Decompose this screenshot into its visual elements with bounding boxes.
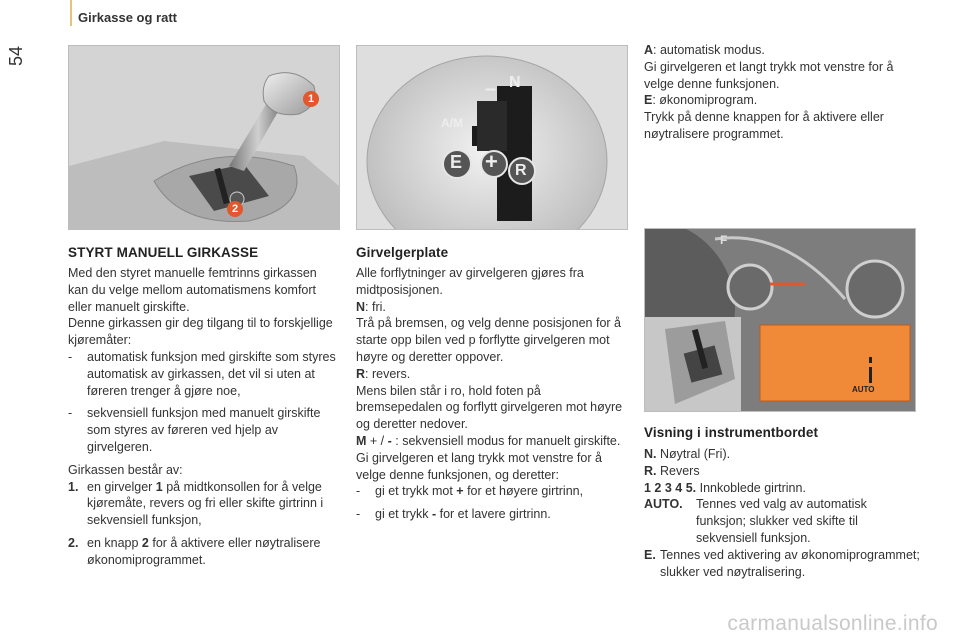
def-value: Innkoblede girtrinn. [696,480,806,495]
gate-minus-label: – [485,78,497,100]
bullet-text: for et høyere girtrinn, [463,484,584,499]
e-description: Trykk på denne knappen for å aktivere eller nøytralisere programmet. [644,110,884,141]
display-definitions [644,446,920,580]
gate-e-label: E [450,152,463,172]
r-text: : revers. [365,366,411,381]
def-r [644,463,920,480]
m-mid: + / [366,433,388,448]
left-bullet [68,349,340,399]
r-definition [356,366,628,383]
def-value: Revers [656,463,700,478]
e-key: E [644,93,653,108]
m-key: M [356,433,367,448]
e-definition [644,92,920,109]
middle-bullet [356,506,628,523]
a-key: A [644,43,654,57]
bullet-text: for et lavere girtrinn. [436,507,551,522]
header-accent-bar [70,0,72,26]
gate-am-label: A/M [441,116,463,130]
middle-column-text [356,265,628,523]
e-text: : økonomiprogram. [652,93,758,108]
left-column-text [68,265,340,569]
left-numbered-item [68,535,340,569]
gate-r-label: R [515,162,527,179]
left-intro: Med den styret manuelle femtrinns girkassen kan du velge mellom automatismens komfort eller manuelt girskifte. [68,266,317,314]
def-key: N. [644,447,657,461]
middle-intro: Alle forflytninger av girvelgeren gjøres fra midtposisjonen. [356,266,584,297]
def-key: AUTO. [644,497,683,512]
def-value: Tennes ved aktivering av økonomiprogrammet; slukker ved nøytralisering. [660,547,920,579]
left-intro2: Denne girkassen gir deg tilgang til to forskjellige kjøremåter: [68,316,333,348]
left-heading: STYRT MANUELL GIRKASSE [68,245,259,260]
right-top-text [644,42,920,143]
display-auto-label: AUTO [852,385,875,394]
left-numbered-item [68,479,340,529]
bullet-mark: - [356,507,361,522]
n-key: N [356,299,366,314]
item-number: 1. [68,479,79,494]
def-auto [644,496,920,546]
item-number: 2. [68,535,79,550]
gear-lever-drawing [69,46,339,229]
item-text: for å aktivere eller nøytralisere økonomiprogrammet. [87,535,321,567]
section-title: Girkasse og ratt [78,10,177,25]
r-description: Mens bilen står i ro, hold foten på bremsepedalen og forflytt girvelgeren mot høyre og deretter nedover. [356,383,623,432]
instrument-cluster-illustration [644,228,916,412]
n-definition [356,299,628,316]
def-value: Nøytral (Fri). [656,447,731,461]
bullet-text: automatisk funksjon med girskifte som styres automatisk av girkassen, det vil si uten at føreren trenger å gjøre noe, [87,349,336,398]
def-key: R. [644,463,657,478]
gate-n-label: N [509,74,521,91]
fuel-gauge-f-label: F [720,233,728,247]
middle-heading: Girvelgerplate [356,245,449,260]
instrument-cluster-drawing [645,229,915,411]
middle-bullet [356,483,628,500]
def-key: E. [644,547,656,562]
item-ref: 1 [155,479,163,494]
bullet-mark: - [356,484,361,499]
def-key: 1 2 3 4 5. [644,480,697,495]
m-definition [356,433,628,450]
watermark: carmanualsonline.info [727,612,938,635]
gear-lever-illustration [68,45,340,230]
item-ref: 2 [141,535,149,550]
n-text: : fri. [365,299,386,314]
item-text: en girvelger [87,479,156,494]
gate-plus-label: + [485,149,498,174]
def-gears [644,480,920,497]
bullet-text: sekvensiell funksjon med manuelt girskifte som styres av føreren ved hjelp av girvelgeren. [87,406,321,454]
bullet-mark: - [68,406,73,421]
callout-2-badge: 2 [227,201,243,217]
bullet-symbol: - [431,507,437,522]
bullet-symbol: + [456,484,464,499]
shift-gate-illustration [356,45,628,230]
a-text: : automatisk modus. [653,43,765,57]
m-text: : sekvensiell modus for manuelt girskifte. [391,433,621,448]
def-n [644,446,920,463]
a-definition [644,42,920,59]
r-key: R [356,366,366,381]
m-description: Gi girvelgeren et lang trykk mot venstre for å velge denne funksjonen, og deretter: [356,450,602,482]
n-description: Trå på bremsen, og velg denne posisjonen for å starte opp bilen ved p forflytte girvelgeren mot høyre og deretter oppover. [356,316,621,364]
def-e [644,547,920,581]
bullet-mark: - [68,349,73,364]
def-value: Tennes ved valg av automatisk funksjon; slukker ved skifte til sekvensiell funksjon. [696,497,867,545]
m-minus: - [387,433,392,448]
callout-1-badge: 1 [303,91,319,107]
left-consists: Girkassen består av: [68,462,183,477]
right-heading: Visning i instrumentbordet [644,425,819,440]
item-text: en knapp [87,535,142,550]
shift-gate-drawing [357,46,627,229]
bullet-text: gi et trykk mot [375,484,457,499]
page-number: 54 [6,45,26,66]
bullet-text: gi et trykk [375,507,432,522]
item-text: på midtkonsollen for å velge kjøremåte, revers og fri eller skifte girtrinn i sekvensiell funksjon, [87,479,324,528]
a-description: Gi girvelgeren et langt trykk mot venstre for å velge denne funksjonen. [644,59,894,91]
left-bullet [68,405,340,455]
